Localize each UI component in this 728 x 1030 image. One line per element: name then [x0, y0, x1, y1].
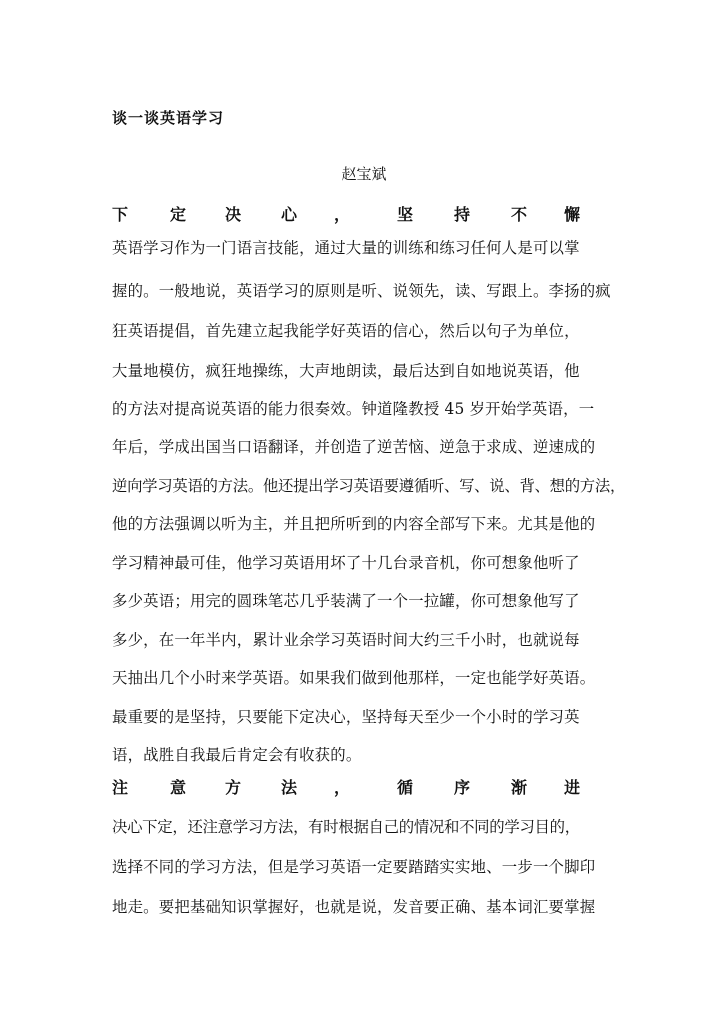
paragraph-line: 他的方法强调以听为主，并且把所听到的内容全部写下来。尤其是他的 — [112, 515, 596, 533]
heading-char: 坚 — [397, 205, 414, 224]
paragraph-line: 最重要的是坚持，只要能下定决心，坚持每天至少一个小时的学习英 — [112, 708, 580, 726]
heading-char: 决 — [225, 205, 242, 224]
heading-char: 方 — [225, 778, 242, 797]
paragraph-line: 天抽出几个小时来学英语。如果我们做到他那样，一定也能学好英语。 — [112, 669, 596, 687]
heading-char: 不 — [511, 205, 528, 224]
paragraph-line: 决心下定，还注意学习方法，有时根据自己的情况和不同的学习目的， — [112, 818, 580, 836]
paragraph-line: 狂英语提倡，首先建立起我能学好英语的信心，然后以句子为单位， — [112, 322, 580, 340]
heading-char: 持 — [454, 205, 471, 224]
section-heading-2 — [112, 776, 632, 800]
paragraph-line: 多少英语；用完的圆珠笔芯几乎装满了一个一拉罐，你可想象他写了 — [112, 592, 580, 610]
heading-char: 进 — [564, 778, 581, 797]
heading-char: ， — [334, 778, 351, 797]
paragraph-line: 语，战胜自我最后肯定会有收获的。 — [112, 746, 362, 764]
heading-char: 意 — [170, 778, 187, 797]
author-name: 赵宝斌 — [341, 165, 387, 183]
heading-char: 序 — [454, 778, 471, 797]
heading-char: 定 — [170, 205, 187, 224]
paragraph-line: 大量地模仿，疯狂地操练，大声地朗读，最后达到自如地说英语，他 — [112, 362, 580, 380]
paragraph-line: 年后，学成出国当口语翻译，并创造了逆苦恼、逆急于求成、逆速成的 — [112, 438, 596, 456]
heading-char: 循 — [397, 778, 414, 797]
paragraph-line: 逆向学习英语的方法。他还提出学习英语要遵循听、写、说、背、想的方法， — [112, 477, 626, 495]
paragraph-line: 选择不同的学习方法，但是学习英语一定要踏踏实实地、一步一个脚印 — [112, 858, 596, 876]
heading-char: 下 — [112, 205, 129, 224]
heading-char: 注 — [112, 778, 129, 797]
paragraph-line: 多少，在一年半内，累计业余学习英语时间大约三千小时，也就说每 — [112, 631, 580, 649]
document-title: 谈一谈英语学习 — [112, 109, 225, 127]
paragraph-line: 学习精神最可佳，他学习英语用坏了十几台录音机，你可想象他听了 — [112, 554, 580, 572]
heading-char: 法 — [281, 778, 298, 797]
paragraph-line: 握的。一般地说，英语学习的原则是听、说领先，读、写跟上。李扬的疯 — [112, 282, 611, 300]
heading-char: ， — [334, 205, 351, 224]
paragraph-line: 地走。要把基础知识掌握好，也就是说，发音要正确、基本词汇要掌握 — [112, 898, 596, 916]
heading-char: 懈 — [564, 205, 581, 224]
heading-char: 渐 — [511, 778, 528, 797]
section-heading-1 — [112, 203, 632, 227]
paragraph-line: 英语学习作为一门语言技能，通过大量的训练和练习任何人是可以掌 — [112, 239, 580, 257]
heading-char: 心 — [281, 205, 298, 224]
paragraph-line: 的方法对提高说英语的能力很奏效。钟道隆教授 45 岁开始学英语，一 — [112, 400, 595, 418]
